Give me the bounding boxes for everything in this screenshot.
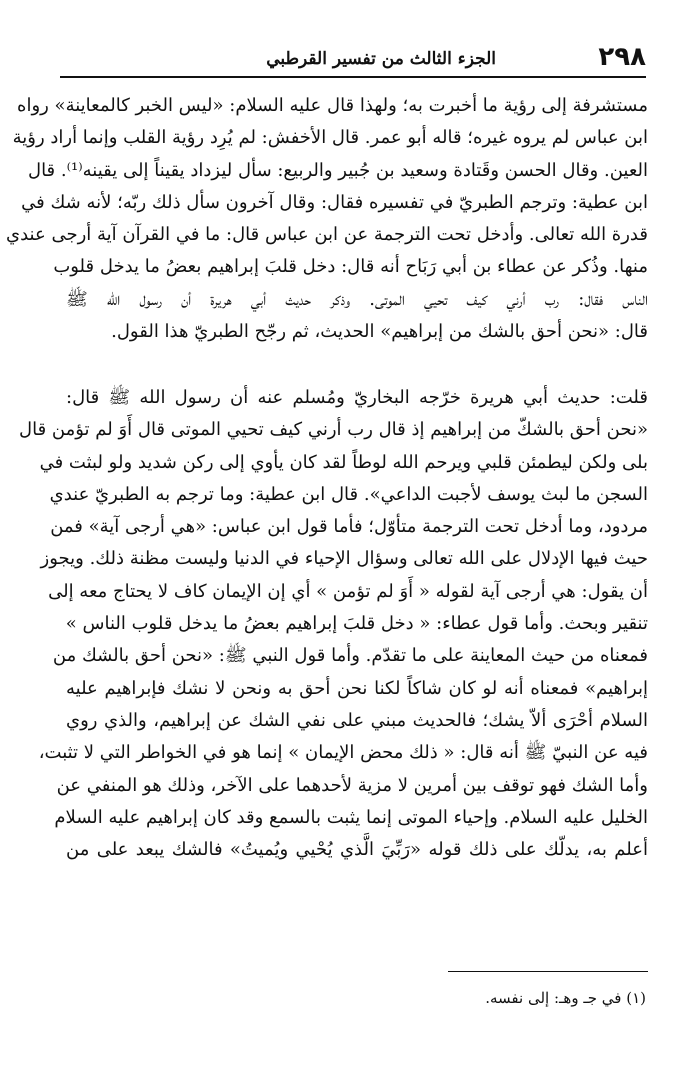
- paragraph-1: [6, 90, 648, 348]
- footnote: (١) في جـ وهـ: إلى نفسه.: [485, 989, 646, 1007]
- text-line: العين. وقال الحسن وقَتادة وسعيد بن جُبير والربيع: سأل ليزداد يقيناً إلى يقينه⁽¹⁾. قال: [27, 159, 648, 181]
- text-line: فمعناه من حيث المعاينة على ما تقدّم. وأما قول النبي ﷺ: «نحن أحق بالشك من: [52, 645, 648, 667]
- text-line: مستشرفة إلى رؤية ما أخبرت به؛ ولهذا قال عليه السلام: «ليس الخبر كالمعاينة» رواه: [17, 95, 648, 116]
- text-line: إبراهيم» فمعناه أنه لو كان شاكاً لكنا نحن أحق به ونحن لا نشك فإبراهيم عليه: [66, 677, 648, 699]
- text-line: منها. وذُكر عن عطاء بن أبي رَبَاح أنه قال: دخل قلبَ إبراهيم بعضُ ما يدخل قلوب: [53, 256, 648, 278]
- text-line: «نحن أحق بالشكّ من إبراهيم إذ قال رب أرني كيف تحيي الموتى قال أَوَ لم تؤمن قال: [19, 419, 648, 441]
- text-line: فيه عن النبيّ ﷺ أنه قال: « ذلك محض الإيمان » إنما هو في الخواطر التي لا تثبت،: [38, 742, 648, 764]
- text-line: الناس فقال: رب أرني كيف تحيي الموتى. وذكر حديث أبي هريرة أن رسول الله ﷺ: [66, 288, 648, 310]
- text-line: ابن عطية: وترجم الطبريّ في تفسيره فقال: وقال آخرون سأل ذلك ربّه؛ لأنه شك في: [21, 191, 648, 213]
- text-line: ابن عباس لم يروه غيره؛ قاله أبو عمر. قال الأخفش: لم يُرِد رؤية القلب وإنما أراد رؤية: [12, 127, 648, 149]
- running-title: الجزء الثالث من تفسير القرطبي: [266, 49, 496, 69]
- footnote-divider: [448, 971, 648, 972]
- text-line: قال: «نحن أحق بالشك من إبراهيم» الحديث، ثم رجّح الطبريّ هذا القول.: [111, 321, 648, 343]
- text-line: وأما الشك فهو توقف بين أمرين لا مزية لأحدهما على الآخر، وذلك هو المنفي عن: [56, 774, 648, 796]
- text-line: قدرة الله تعالى. وأدخل تحت الترجمة عن ابن عباس قال: ما في القرآن آية أرجى عندي: [6, 224, 648, 246]
- text-line: السلام أحْرَى ألاّ يشك؛ فالحديث مبني على نفي الشك عن إبراهيم، والذي روي: [66, 709, 648, 731]
- paragraph-2: [19, 382, 648, 866]
- text-line: قلت: حديث أبي هريرة خرّجه البخاريّ ومُسلم عنه أن رسول الله ﷺ قال:: [66, 387, 648, 408]
- page-header: [60, 40, 646, 78]
- text-line: مردود، وما أدخل تحت الترجمة متأوّل؛ فأما قول ابن عباس: «هي أرجى آية» فمن: [50, 516, 648, 538]
- text-line: أن يقول: هي أرجى آية لقوله « أَوَ لم تؤمن » أي إن الإيمان كاف لا يحتاج معه إلى: [48, 580, 648, 602]
- text-line: بلى ولكن ليطمئن قلبي ويرحم الله لوطاً لقد كان يأوي إلى ركن شديد ولو لبثت في: [39, 451, 648, 473]
- text-line: تنقير وبحث. وأما قول عطاء: « دخل قلبَ إبراهيم بعضُ ما يدخل قلوب الناس »: [65, 613, 648, 635]
- page-number: ٢٩٨: [598, 42, 646, 72]
- text-line: السجن ما لبث يوسف لأجبت الداعي». قال ابن عطية: وما ترجم به الطبريّ عندي: [49, 483, 648, 505]
- text-line: الخليل عليه السلام. وإحياء الموتى إنما يثبت بالسمع وقد كان إبراهيم عليه السلام: [54, 806, 648, 828]
- text-line: حيث فيها الإدلال على الله تعالى وسؤال الإحياء في الدنيا وليست مظنة ذلك. ويجوز: [40, 548, 648, 570]
- text-line: أعلم به، يدلّك على ذلك قوله «رَبِّيَ الَّذي يُحْيي ويُميتُ» فالشك يبعد على من: [66, 839, 648, 861]
